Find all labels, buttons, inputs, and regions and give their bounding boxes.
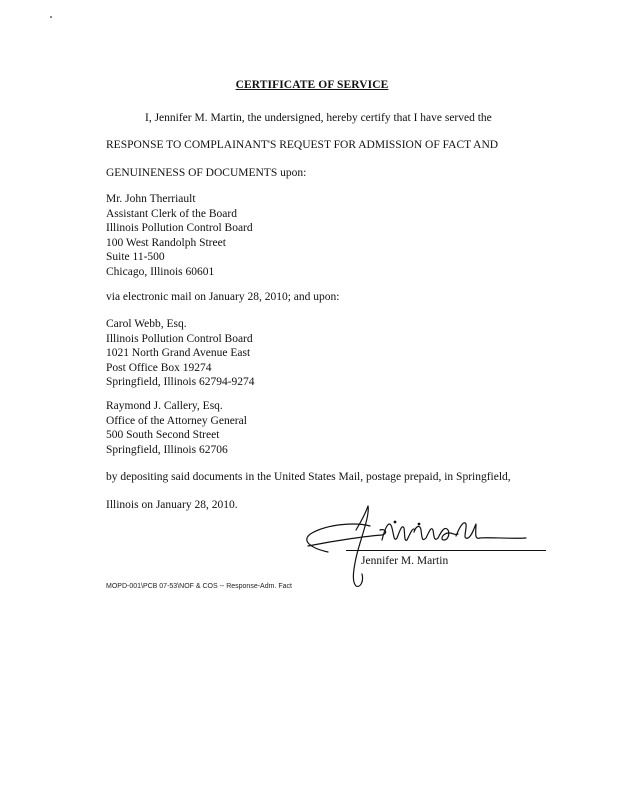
intro-statement: I, Jennifer M. Martin, the undersigned, hereby certify that I have served the [145, 112, 492, 124]
recipient-2-line: Illinois Pollution Control Board [106, 332, 253, 345]
recipient-3-line: Office of the Attorney General [106, 414, 247, 427]
recipient-3-line: 500 South Second Street [106, 429, 220, 441]
recipient-1-line: Assistant Clerk of the Board [106, 207, 237, 220]
recipient-1-line: Chicago, Illinois 60601 [106, 265, 215, 278]
recipient-1-line: Suite 11-500 [106, 251, 165, 263]
recipient-1-address [106, 192, 253, 279]
document-path-footer: MOPD-001\PCB 07-53\NOF & COS -- Response-Adm. Fact [106, 583, 292, 590]
page-speck [50, 16, 52, 18]
recipient-2-line: Post Office Box 19274 [106, 361, 212, 374]
recipient-2-name: Carol Webb, Esq. [106, 318, 187, 330]
recipient-2-address [106, 317, 255, 390]
page-title: CERTIFICATE OF SERVICE [235, 79, 389, 91]
recipient-2-line: 1021 North Grand Avenue East [106, 347, 251, 359]
document-title-line-2: GENUINENESS OF DOCUMENTS upon: [106, 167, 307, 179]
recipient-3-line: Springfield, Illinois 62706 [106, 443, 228, 456]
signature-line [346, 550, 546, 551]
document-title-line-1: RESPONSE TO COMPLAINANT'S REQUEST FOR ADMISSION OF FACT AND [106, 139, 499, 151]
recipient-1-line: Illinois Pollution Control Board [106, 222, 253, 234]
recipient-2-line: Springfield, Illinois 62794-9274 [106, 376, 255, 388]
handwritten-signature [298, 500, 548, 590]
service-method-email: via electronic mail on January 28, 2010; and upon: [106, 291, 340, 303]
service-method-mail-line-1: by depositing said documents in the United States Mail, postage prepaid, in Springfield, [106, 471, 511, 483]
recipient-3-name: Raymond J. Callery, Esq. [106, 400, 223, 412]
service-method-mail-line-2: Illinois on January 28, 2010. [106, 499, 238, 511]
signatory-name: Jennifer M. Martin [361, 555, 449, 567]
recipient-1-name: Mr. John Therriault [106, 193, 196, 205]
recipient-3-address [106, 399, 247, 457]
recipient-1-line: 100 West Randolph Street [106, 236, 226, 249]
